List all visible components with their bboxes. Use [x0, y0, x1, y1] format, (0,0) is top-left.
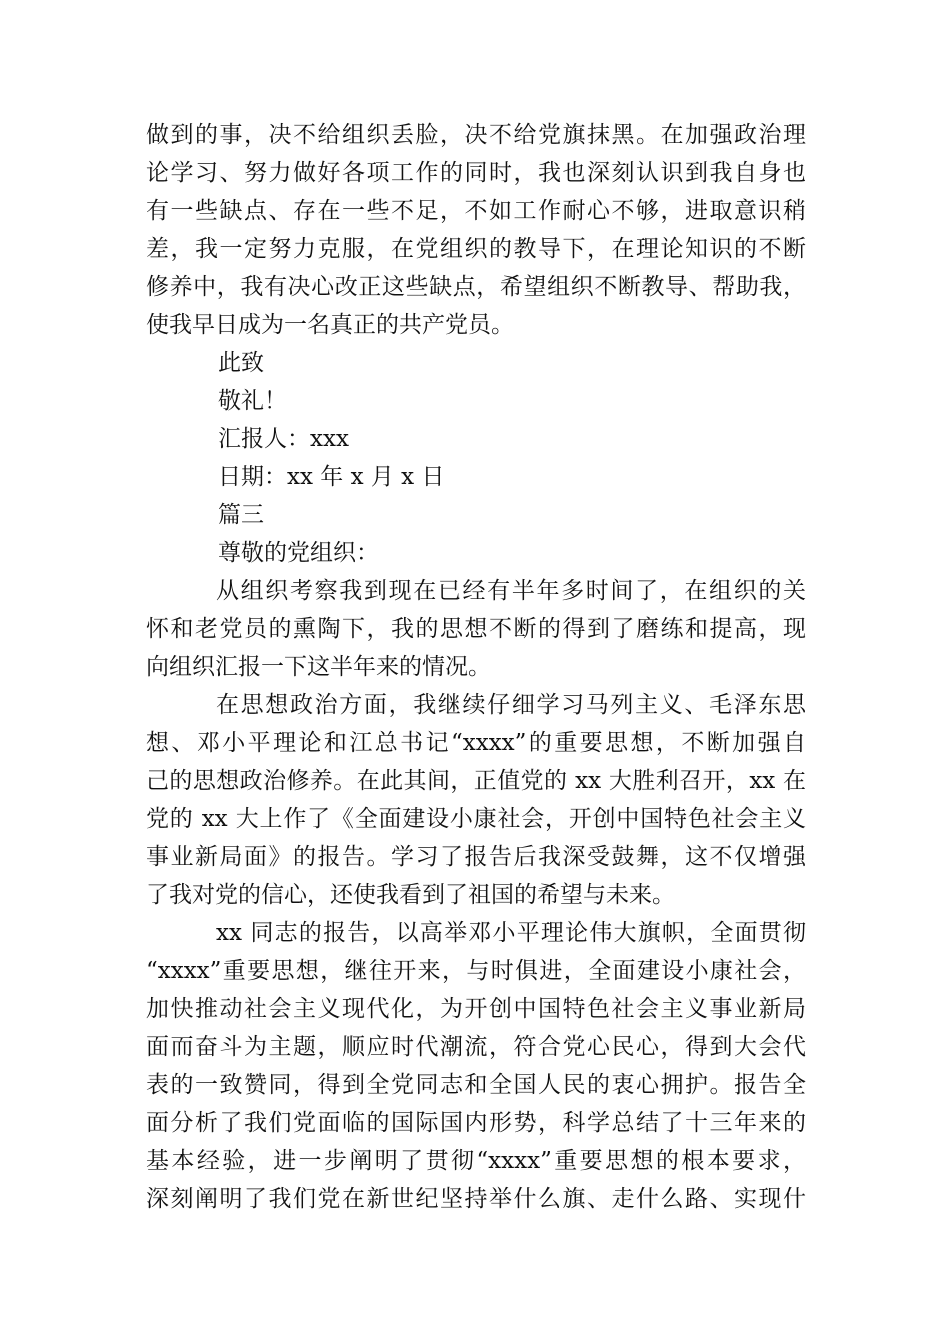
body-line: 了我对党的信心，还使我看到了祖国的希望与未来。: [146, 882, 675, 908]
reporter-line: 汇报人：xxx: [218, 426, 349, 452]
closing-regards: 敬礼！: [218, 388, 287, 414]
body-line: 想、邓小平理论和江总书记“xxxx”的重要思想，不断加强自: [146, 730, 806, 756]
body-line: 表的一致赞同，得到全党同志和全国人民的衷心拥护。报告全: [146, 1072, 806, 1098]
body-line: 差，我一定努力克服，在党组织的教导下，在理论知识的不断: [146, 236, 806, 262]
body-line: 论学习、努力做好各项工作的同时，我也深刻认识到我自身也: [146, 160, 806, 186]
paragraph-first-line: xx 同志的报告，以高举邓小平理论伟大旗帜，全面贯彻: [216, 920, 806, 946]
body-line: 深刻阐明了我们党在新世纪坚持举什么旗、走什么路、实现什: [146, 1186, 806, 1212]
body-line: 加快推动社会主义现代化，为开创中国特色社会主义事业新局: [146, 996, 806, 1022]
body-line: 向组织汇报一下这半年来的情况。: [146, 654, 491, 680]
body-line: 使我早日成为一名真正的共产党员。: [146, 312, 514, 338]
body-line: 面分析了我们党面临的国际国内形势，科学总结了十三年来的: [146, 1110, 806, 1136]
body-line: 有一些缺点、存在一些不足，不如工作耐心不够，进取意识稍: [146, 198, 806, 224]
closing-salutation: 此致: [218, 350, 264, 376]
section-heading: 篇三: [218, 502, 264, 528]
body-line: “xxxx”重要思想，继往开来，与时俱进，全面建设小康社会，: [146, 958, 806, 984]
date-line: 日期：xx 年 x 月 x 日: [218, 464, 445, 490]
body-line: 党的 xx 大上作了《全面建设小康社会，开创中国特色社会主义: [146, 806, 806, 832]
body-line: 基本经验，进一步阐明了贯彻“xxxx”重要思想的根本要求，: [146, 1148, 806, 1174]
body-line: 怀和老党员的熏陶下，我的思想不断的得到了磨练和提高，现: [146, 616, 806, 642]
paragraph-first-line: 在思想政治方面，我继续仔细学习马列主义、毛泽东思: [216, 692, 806, 718]
body-line: 己的思想政治修养。在此其间，正值党的 xx 大胜利召开，xx 在: [146, 768, 806, 794]
body-line: 做到的事，决不给组织丢脸，决不给党旗抹黑。在加强政治理: [146, 122, 806, 148]
body-line: 事业新局面》的报告。学习了报告后我深受鼓舞，这不仅增强: [146, 844, 806, 870]
document-body: [146, 116, 806, 1218]
paragraph-first-line: 从组织考察我到现在已经有半年多时间了，在组织的关: [216, 578, 806, 604]
greeting-line: 尊敬的党组织：: [218, 540, 379, 566]
body-line: 面而奋斗为主题，顺应时代潮流，符合党心民心，得到大会代: [146, 1034, 806, 1060]
body-line: 修养中，我有决心改正这些缺点，希望组织不断教导、帮助我，: [146, 274, 806, 300]
